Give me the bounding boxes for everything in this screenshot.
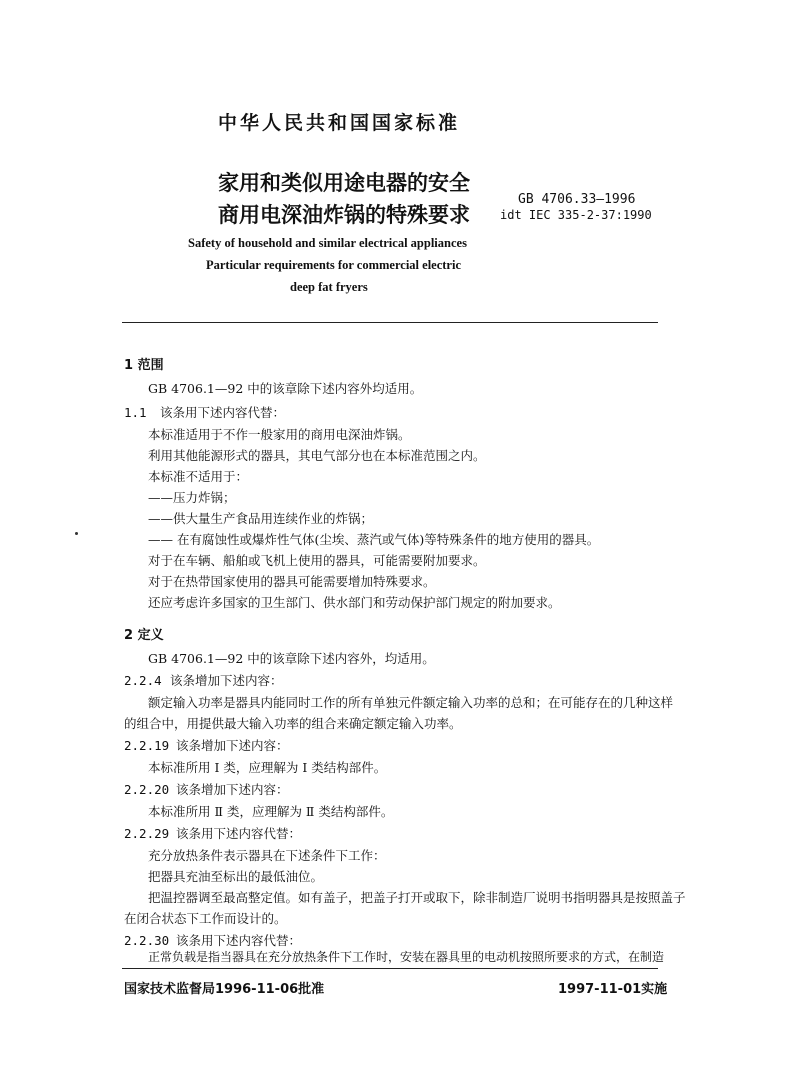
clause-2-2-20-number: 2.2.20	[124, 782, 170, 797]
clause-2-2-29-number: 2.2.29	[124, 826, 170, 841]
clause-2-2-19-text: 该条增加下述内容：	[176, 738, 289, 753]
english-title-line-2: Particular requirements for commercial electric	[206, 258, 461, 272]
clause-1-1-line: 还应考虑许多国家的卫生部门、供水部门和劳动保护部门规定的附加要求。	[148, 595, 561, 610]
clause-2-2-19-line: 本标准所用 Ⅰ 类，应理解为 Ⅰ 类结构部件。	[148, 760, 387, 775]
scan-speck	[75, 532, 78, 535]
clause-2-2-4-paragraph: 额定输入功率是器具内能同时工作的所有单独元件额定输入功率的总和；在可能存在的几种这样	[148, 695, 674, 710]
national-standard-heading: 中华人民共和国国家标准	[218, 112, 461, 134]
clause-2-2-30-line: 正常负载是指当器具在充分放热条件下工作时，安装在器具里的电动机按照所要求的方式，在制造	[148, 950, 665, 964]
clause-1-1-line: 对于在车辆、船舶或飞机上使用的器具，可能需要附加要求。	[148, 553, 486, 568]
clause-1-1-line: ——压力炸锅；	[148, 490, 236, 505]
clause-2-2-19-number: 2.2.19	[124, 738, 170, 753]
clause-1-1-line: 本标准不适用于：	[148, 469, 249, 484]
standard-number: GB 4706.33—1996	[518, 192, 636, 207]
header-divider	[122, 322, 658, 323]
english-title-line-1: Safety of household and similar electrical appliances	[188, 236, 467, 250]
clause-2-2-29-text: 该条用下述内容代替：	[176, 826, 302, 841]
section-1-title: 1 范围	[124, 358, 164, 373]
clause-2-2-29-line: 把温控器调至最高整定值。如有盖子，把盖子打开或取下，除非制造厂说明书指明器具是按照盖子	[148, 890, 686, 905]
clause-1-1-line: —— 在有腐蚀性或爆炸性气体(尘埃、蒸汽或气体)等特殊条件的地方使用的器具。	[148, 532, 600, 547]
clause-2-2-20-line: 本标准所用 Ⅱ 类，应理解为 Ⅱ 类结构部件。	[148, 804, 394, 819]
clause-2-2-4-text: 该条增加下述内容：	[170, 673, 283, 688]
english-title-line-3: deep fat fryers	[290, 280, 368, 294]
clause-2-2-29-line: 充分放热条件表示器具在下述条件下工作：	[148, 848, 386, 863]
section-1-intro: GB 4706.1—92 中的该章除下述内容外均适用。	[148, 381, 423, 396]
footer-divider	[122, 968, 658, 969]
idt-reference: idt IEC 335-2-37:1990	[500, 208, 652, 222]
section-2-title: 2 定义	[124, 628, 164, 643]
title-line-1: 家用和类似用途电器的安全	[218, 171, 470, 195]
clause-2-2-4-number: 2.2.4	[124, 673, 162, 688]
clause-2-2-30-number: 2.2.30	[124, 933, 170, 948]
clause-1-1-line: 本标准适用于不作一般家用的商用电深油炸锅。	[148, 427, 411, 442]
clause-1-1-line: ——供大量生产食品用连续作业的炸锅；	[148, 511, 374, 526]
clause-2-2-29-line: 把器具充油至标出的最低油位。	[148, 869, 324, 884]
approval-note: 国家技术监督局1996-11-06批准	[124, 982, 325, 997]
clause-2-2-20-text: 该条增加下述内容：	[176, 782, 289, 797]
clause-1-1-text: 该条用下述内容代替：	[160, 405, 286, 420]
title-line-2: 商用电深油炸锅的特殊要求	[218, 203, 470, 227]
clause-1-1-line: 对于在热带国家使用的器具可能需要增加特殊要求。	[148, 574, 436, 589]
clause-2-2-30-text: 该条用下述内容代替：	[176, 933, 302, 948]
clause-1-1-number: 1.1	[124, 405, 147, 420]
section-2-intro: GB 4706.1—92 中的该章除下述内容外，均适用。	[148, 651, 435, 666]
clause-2-2-4-paragraph: 的组合中，用提供最大输入功率的组合来确定额定输入功率。	[124, 716, 462, 731]
clause-1-1-line: 利用其他能源形式的器具，其电气部分也在本标准范围之内。	[148, 448, 486, 463]
clause-2-2-29-line: 在闭合状态下工作而设计的。	[124, 911, 287, 926]
effective-date-note: 1997-11-01实施	[558, 982, 668, 997]
